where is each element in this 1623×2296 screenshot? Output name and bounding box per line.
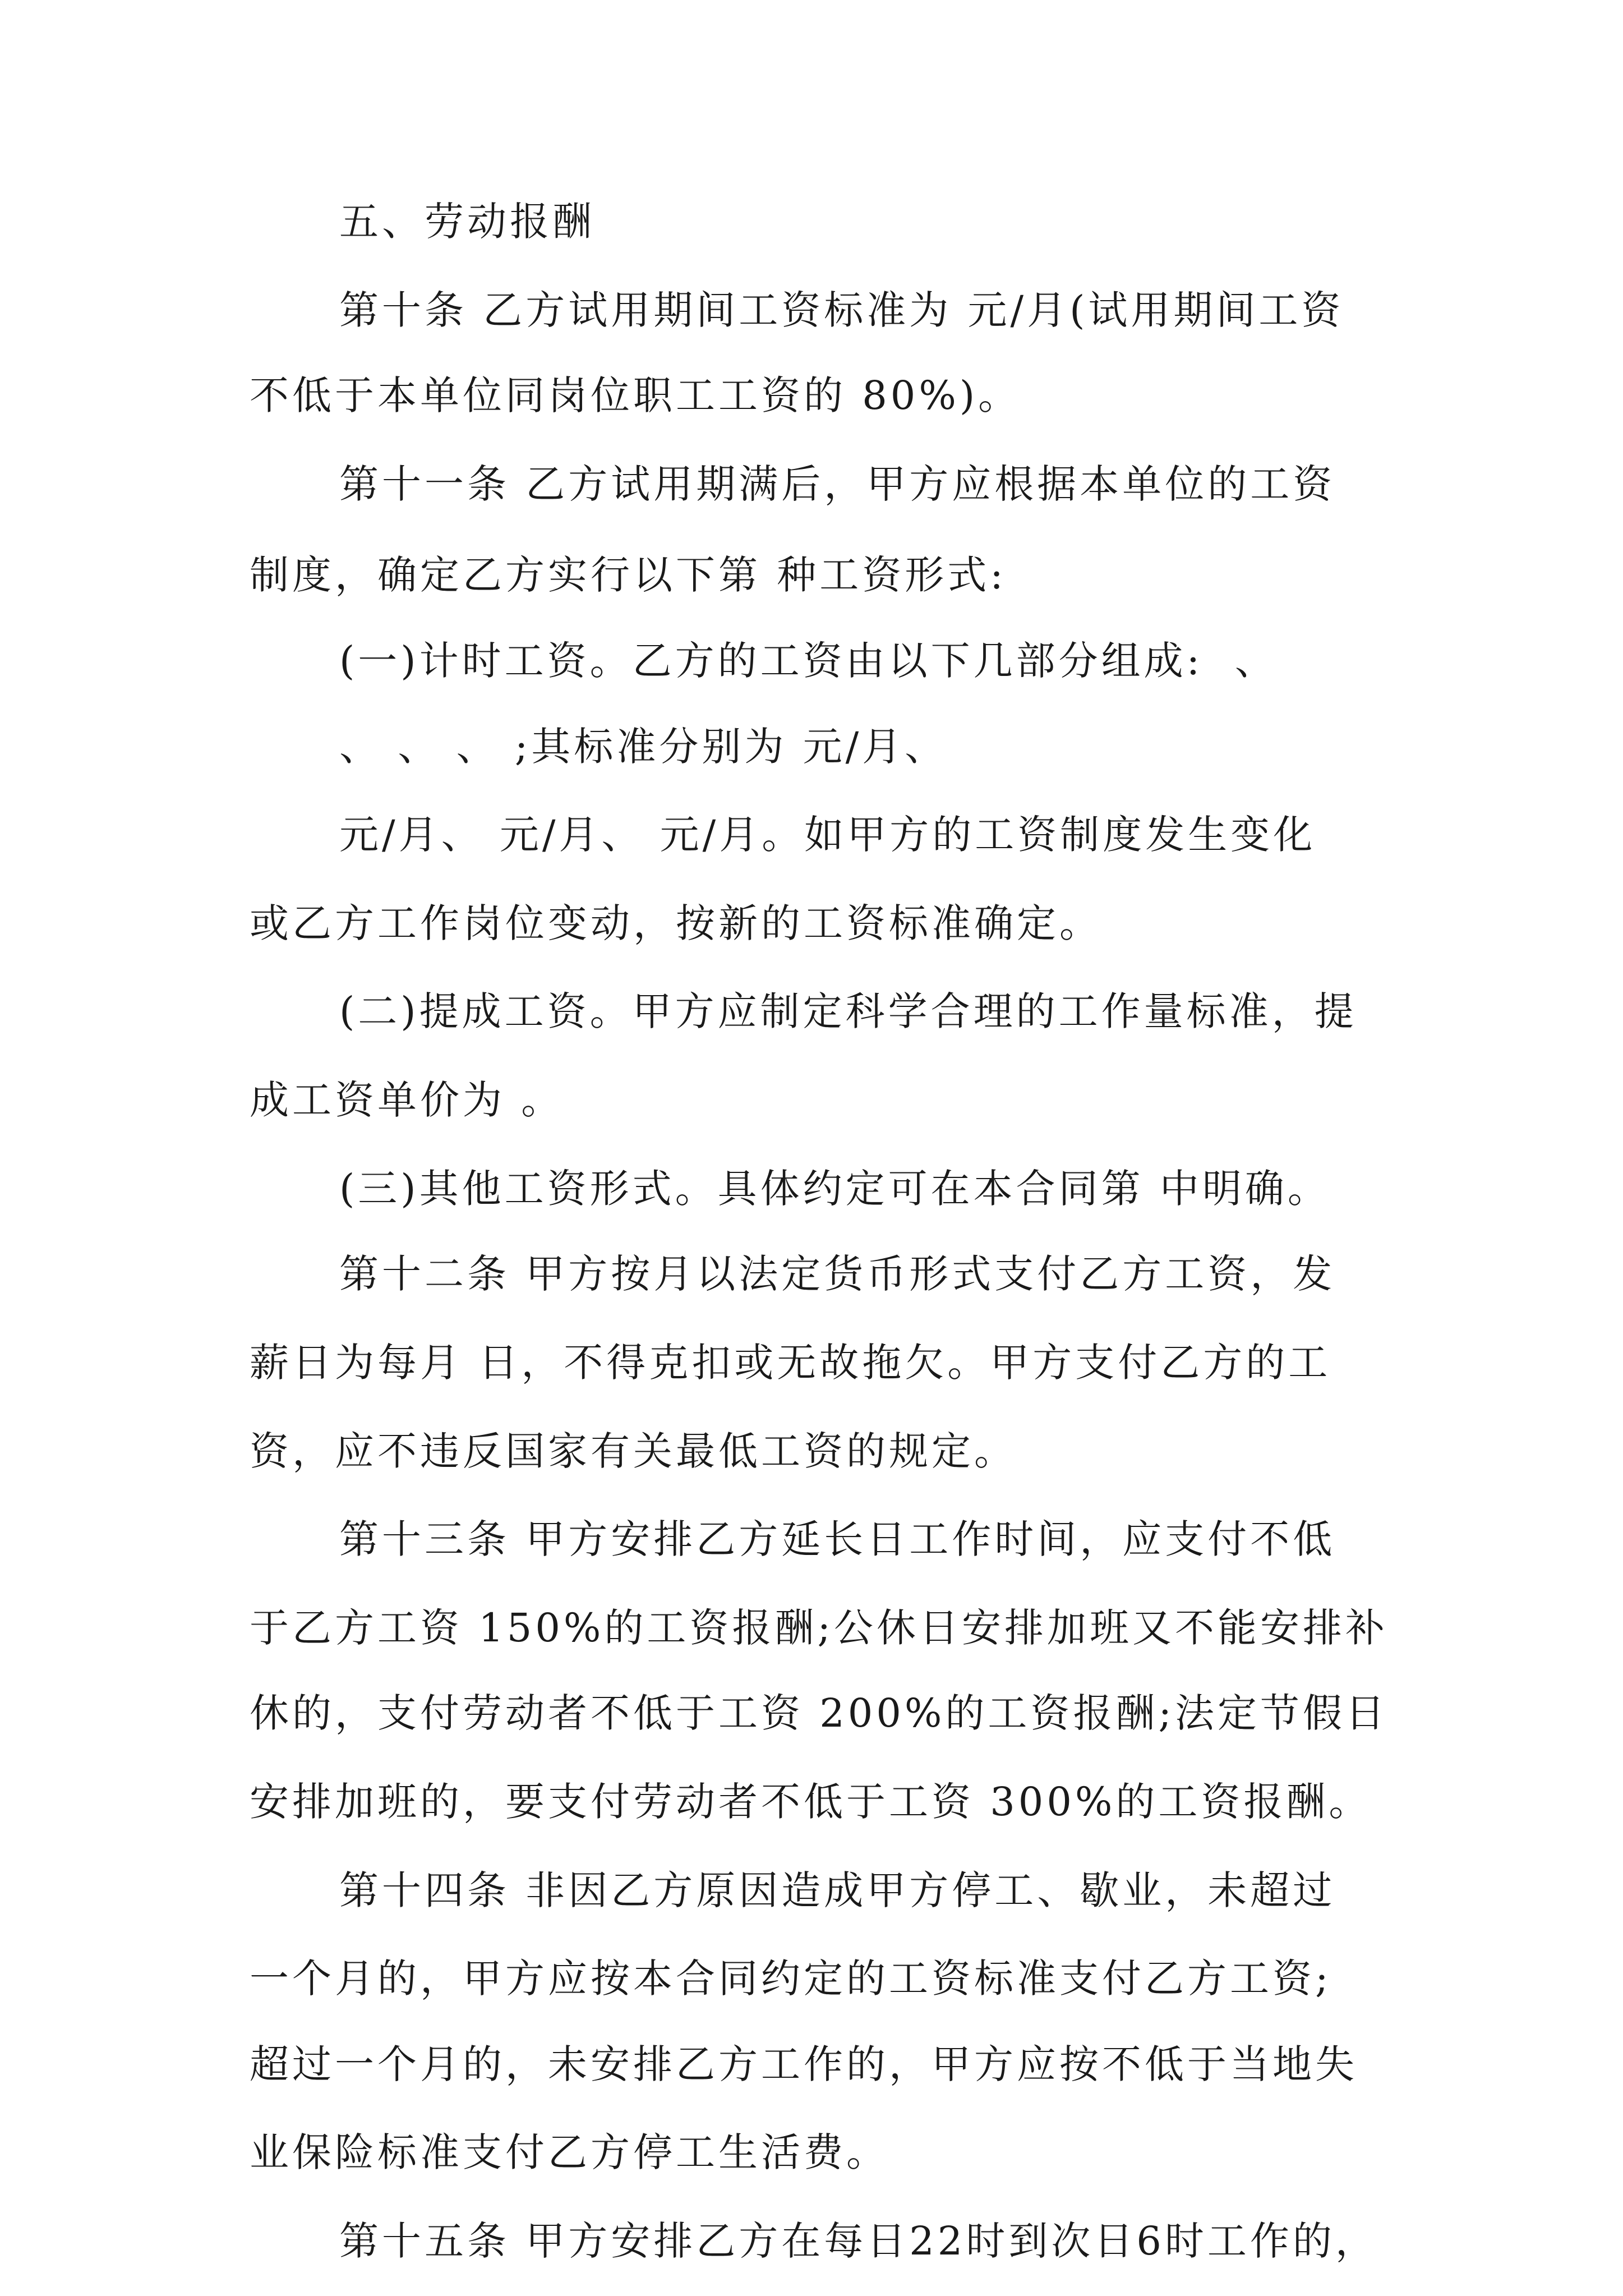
article-11-line-1: 第十一条 乙方试用期满后，甲方应根据本单位的工资 — [339, 461, 1336, 507]
article-11-item-1-line-1: (一)计时工资。乙方的工资由以下几部分组成: 、 — [339, 638, 1278, 684]
article-10-line-2: 不低于本单位同岗位职工工资的 80%)。 — [250, 372, 1021, 419]
article-13-line-2: 于乙方工资 150%的工资报酬;公休日安排加班又不能安排补 — [250, 1604, 1388, 1651]
article-12-line-1: 第十二条 甲方按月以法定货币形式支付乙方工资，发 — [339, 1251, 1336, 1297]
article-11-item-1-line-4: 或乙方工作岗位变动，按新的工资标准确定。 — [250, 900, 1102, 946]
article-11-line-2: 制度，确定乙方实行以下第 种工资形式: — [250, 552, 1007, 599]
article-14-line-3: 超过一个月的，未安排乙方工作的，甲方应按不低于当地失 — [250, 2041, 1358, 2087]
article-12-line-3: 资，应不违反国家有关最低工资的规定。 — [250, 1428, 1017, 1474]
article-11-item-2-line-2: 成工资单价为 。 — [250, 1077, 564, 1124]
article-11-item-1-line-2: 、 、 、 ;其标准分别为 元/月、 — [339, 723, 948, 770]
section-heading: 五、劳动报酬 — [339, 199, 595, 245]
article-13-line-4: 安排加班的，要支付劳动者不低于工资 300%的工资报酬。 — [250, 1778, 1372, 1825]
article-12-line-2: 薪日为每月 日，不得克扣或无故拖欠。甲方支付乙方的工 — [250, 1339, 1331, 1386]
article-10-line-1: 第十条 乙方试用期间工资标准为 元/月(试用期间工资 — [339, 287, 1344, 333]
article-13-line-3: 休的，支付劳动者不低于工资 200%的工资报酬;法定节假日 — [250, 1690, 1388, 1737]
article-15-line-1: 第十五条 甲方安排乙方在每日22时到次日6时工作的， — [339, 2218, 1378, 2264]
article-14-line-4: 业保险标准支付乙方停工生活费。 — [250, 2129, 889, 2176]
article-11-item-1-line-3: 元/月、 元/月、 元/月。如甲方的工资制度发生变化 — [339, 812, 1316, 858]
article-11-item-2-line-1: (二)提成工资。甲方应制定科学合理的工作量标准，提 — [339, 988, 1357, 1035]
article-14-line-2: 一个月的，甲方应按本合同约定的工资标准支付乙方工资; — [250, 1955, 1332, 2002]
article-14-line-1: 第十四条 非因乙方原因造成甲方停工、歇业，未超过 — [339, 1867, 1336, 1913]
article-11-item-3: (三)其他工资形式。具体约定可在本合同第 中明确。 — [339, 1165, 1330, 1212]
article-13-line-1: 第十三条 甲方安排乙方延长日工作时间，应支付不低 — [339, 1516, 1336, 1563]
